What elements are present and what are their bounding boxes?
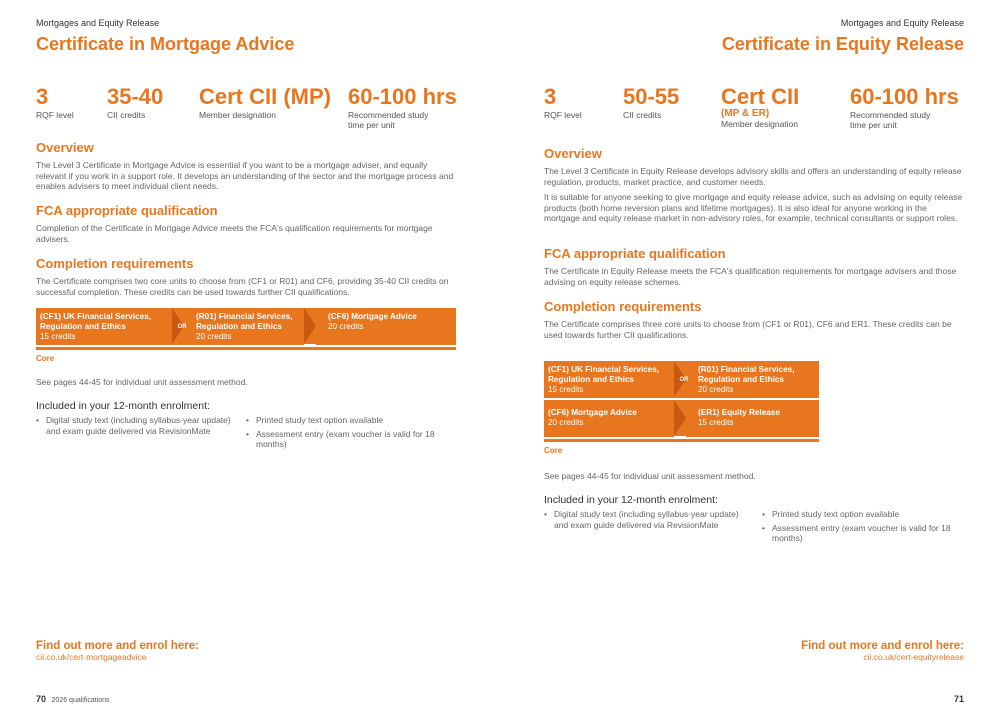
cta-heading: Find out more and enrol here: xyxy=(36,640,199,652)
stat-label: Recommended study xyxy=(850,110,931,120)
fca-text: The Certificate in Equity Release meets the FCA's qualification requirements for mortgage advisers and those advising on equity release schemes. xyxy=(544,266,957,287)
stat-label: CII credits xyxy=(107,110,146,120)
list-item: • Assessment entry (exam voucher is valid for 18 months) xyxy=(246,429,446,450)
included-section xyxy=(36,400,456,453)
stat-study-time xyxy=(348,86,457,130)
completion-heading: Completion requirements xyxy=(36,256,194,271)
unit-cf1 xyxy=(544,361,674,398)
stat-study-time xyxy=(850,86,959,130)
unit-name: (CF6) Mortgage Advice xyxy=(328,312,417,321)
assessment-note: See pages 44-45 for individual unit assessment method. xyxy=(36,377,248,387)
fca-heading: FCA appropriate qualification xyxy=(36,203,218,218)
unit-name: (R01) Financial Services, Regulation and Ethics xyxy=(196,312,293,331)
list-item: • Assessment entry (exam voucher is valid for 18 months) xyxy=(762,523,962,544)
included-list-1 xyxy=(544,509,762,547)
page-footer xyxy=(36,694,110,704)
cta-section xyxy=(36,640,199,662)
stat-value: 35-40 xyxy=(107,84,164,109)
list-item: • Digital study text (including syllabus-year update) and exam guide delivered via RevisionMate xyxy=(36,415,234,436)
cta-section xyxy=(801,640,964,662)
unit-credits: 15 credits xyxy=(548,385,584,394)
assessment-note: See pages 44-45 for individual unit assessment method. xyxy=(544,471,756,481)
unit-er1 xyxy=(686,400,819,437)
page-title: Certificate in Mortgage Advice xyxy=(36,34,295,54)
core-bar xyxy=(36,347,456,350)
unit-row xyxy=(36,308,456,345)
stat-value: 50-55 xyxy=(623,84,680,109)
unit-credits: 20 credits xyxy=(328,322,364,331)
unit-name: (CF1) UK Financial Services, Regulation and Ethics xyxy=(40,312,152,331)
included-columns xyxy=(544,509,964,547)
stat-label-line2: time per unit xyxy=(850,120,897,130)
stat-value: 3 xyxy=(544,84,557,109)
page-number: 70 xyxy=(36,694,47,704)
or-label: OR xyxy=(177,323,187,330)
stat-rqf xyxy=(36,86,74,120)
unit-credits: 20 credits xyxy=(698,385,734,394)
completion-section xyxy=(36,256,456,297)
section-header: Mortgages and Equity Release xyxy=(36,18,160,28)
stat-label: Recommended study xyxy=(348,110,429,120)
unit-name: (CF6) Mortgage Advice xyxy=(548,408,637,417)
list-item: • Printed study text option available xyxy=(762,509,962,520)
unit-cf1 xyxy=(36,308,172,345)
stat-value: Cert CII xyxy=(721,84,800,109)
core-bar xyxy=(544,439,819,442)
unit-name: (R01) Financial Services, Regulation and Ethics xyxy=(698,365,795,384)
core-label: Core xyxy=(544,446,563,455)
stat-sub: (MP & ER) xyxy=(721,108,770,119)
overview-heading: Overview xyxy=(36,140,94,155)
unit-credits: 20 credits xyxy=(196,332,232,341)
included-list-2 xyxy=(762,509,962,547)
fca-heading: FCA appropriate qualification xyxy=(544,246,726,261)
stat-label: Member designation xyxy=(721,119,799,129)
stat-rqf xyxy=(544,86,582,120)
fca-section xyxy=(544,246,964,287)
cta-heading: Find out more and enrol here: xyxy=(801,640,964,652)
stat-label: Member designation xyxy=(199,110,277,120)
stat-value: Cert CII (MP) xyxy=(199,84,331,109)
unit-credits: 20 credits xyxy=(548,418,584,427)
overview-text-2: It is suitable for anyone seeking to give mortgage and equity release advice, such as advising on equity release products (both home reversion plans and lifetime mortgages). It is also ideal for anyone working in the mortgage and equity release market in non-advisory roles, for example, technical consultants or support roles. xyxy=(544,192,963,223)
included-section xyxy=(544,494,964,547)
overview-heading: Overview xyxy=(544,146,602,161)
units-diagram xyxy=(544,361,819,455)
page-number: 71 xyxy=(953,694,964,704)
right-page xyxy=(500,0,1000,721)
stat-credits xyxy=(623,86,679,120)
or-label: OR xyxy=(679,376,689,383)
completion-text: The Certificate comprises three core units to choose from (CF1 or R01), CF6 and ER1. These credits can be used towards further CII qualifications. xyxy=(544,319,952,340)
unit-r01 xyxy=(694,361,819,398)
cta-link[interactable]: cii.co.uk/cert-mortgageadvice xyxy=(36,652,147,662)
completion-section xyxy=(544,299,964,340)
fca-text: Completion of the Certificate in Mortgage Advice meets the FCA's qualification requirements for mortgage advisers. xyxy=(36,223,433,244)
unit-name: (CF1) UK Financial Services, Regulation and Ethics xyxy=(548,365,660,384)
list-item: • Printed study text option available xyxy=(246,415,446,426)
stat-label: RQF level xyxy=(544,110,582,120)
list-item: • Digital study text (including syllabus-year update) and exam guide delivered via RevisionMate xyxy=(544,509,750,530)
unit-row xyxy=(544,361,819,398)
stat-value: 3 xyxy=(36,84,49,109)
unit-name: (ER1) Equity Release xyxy=(698,408,780,417)
included-list-1 xyxy=(36,415,246,453)
section-header: Mortgages and Equity Release xyxy=(840,18,964,28)
stat-designation xyxy=(199,86,331,120)
cta-link[interactable]: cii.co.uk/cert-equityrelease xyxy=(863,652,964,662)
stat-credits xyxy=(107,86,163,120)
completion-heading: Completion requirements xyxy=(544,299,702,314)
overview-section xyxy=(36,140,456,192)
stat-designation xyxy=(721,86,799,129)
unit-cf6 xyxy=(544,400,674,437)
arrow-icon xyxy=(304,308,316,344)
unit-credits: 15 credits xyxy=(698,418,734,427)
included-heading: Included in your 12-month enrolment: xyxy=(36,400,210,412)
overview-text: The Level 3 Certificate in Equity Release develops advisory skills and offers an understanding of equity release regulation, products, market practice, and customer needs. xyxy=(544,166,962,187)
page-title: Certificate in Equity Release xyxy=(721,34,964,54)
stat-label-line2: time per unit xyxy=(348,120,395,130)
completion-text: The Certificate comprises two core units to choose from (CF1 or R01) and CF6, providing 35-40 CII credits on successful completion. These credits can be used towards further CII qualifications. xyxy=(36,276,449,297)
included-columns xyxy=(36,415,456,453)
stat-value: 60-100 hrs xyxy=(850,84,959,109)
fca-section xyxy=(36,203,456,244)
stat-label: CII credits xyxy=(623,110,662,120)
included-list-2 xyxy=(246,415,446,453)
stat-value: 60-100 hrs xyxy=(348,84,457,109)
unit-r01 xyxy=(192,308,304,345)
units-diagram xyxy=(36,308,456,363)
overview-section xyxy=(544,146,964,224)
unit-credits: 15 credits xyxy=(40,332,76,341)
stat-label: RQF level xyxy=(36,110,74,120)
overview-text: The Level 3 Certificate in Mortgage Advice is essential if you want to be a mortgage adviser, and equally relevant if you work in a support role. It develops an understanding of the sector and the mortgage process and enables advisers to meet individual client needs. xyxy=(36,160,454,191)
arrow-icon xyxy=(674,400,686,436)
or-connector xyxy=(172,308,192,345)
unit-cf6 xyxy=(316,308,456,345)
unit-row xyxy=(544,400,819,437)
core-label: Core xyxy=(36,354,55,363)
included-heading: Included in your 12-month enrolment: xyxy=(544,494,718,506)
footer-text: 2026 qualifications xyxy=(51,697,110,704)
or-connector xyxy=(674,361,694,398)
